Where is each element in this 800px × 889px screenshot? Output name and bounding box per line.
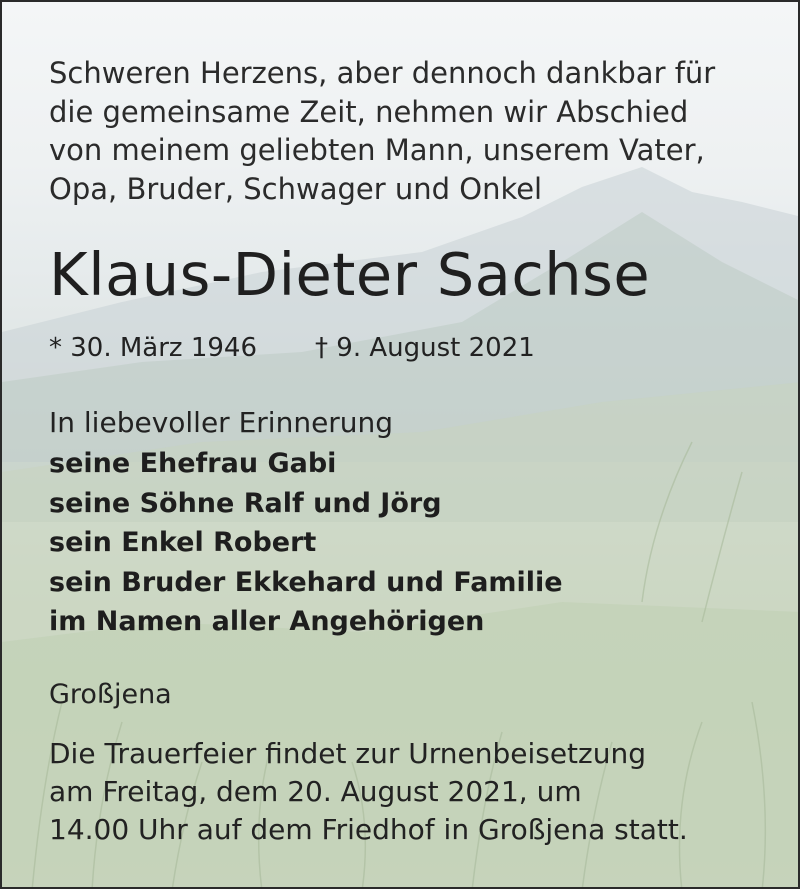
funeral-service-text [49,735,688,849]
intro-line: Opa, Bruder, Schwager und Onkel [49,171,543,206]
mourner-line: im Namen aller Angehörigen [49,606,485,637]
mourner-line: sein Bruder Ekkehard und Familie [49,566,563,598]
mourners-list [49,444,563,642]
mourner-line: seine Ehefrau Gabi [49,448,337,479]
service-line: Die Trauerfeier findet zur Urnenbeisetzung [49,737,646,770]
intro-line: von meinem geliebten Mann, unserem Vater, [49,133,705,167]
death-date: † 9. August 2021 [315,333,535,363]
intro-line: Schweren Herzens, aber dennoch dankbar für [49,56,716,90]
mourner-line: sein Enkel Robert [49,527,317,558]
intro-text [49,54,715,208]
place-of-residence: Großjena [49,679,172,710]
birth-date: * 30. März 1946 [49,333,258,363]
mourner-line: seine Söhne Ralf und Jörg [49,487,442,519]
deceased-name: Klaus-Dieter Sachse [49,240,651,309]
service-line: am Freitag, dem 20. August 2021, um [49,775,582,808]
life-dates [49,329,535,367]
memory-heading: In liebevoller Erinnerung [49,406,394,439]
intro-line: die gemeinsame Zeit, nehmen wir Abschied [49,94,689,129]
service-line: 14.00 Uhr auf dem Friedhof in Großjena statt. [49,813,688,846]
